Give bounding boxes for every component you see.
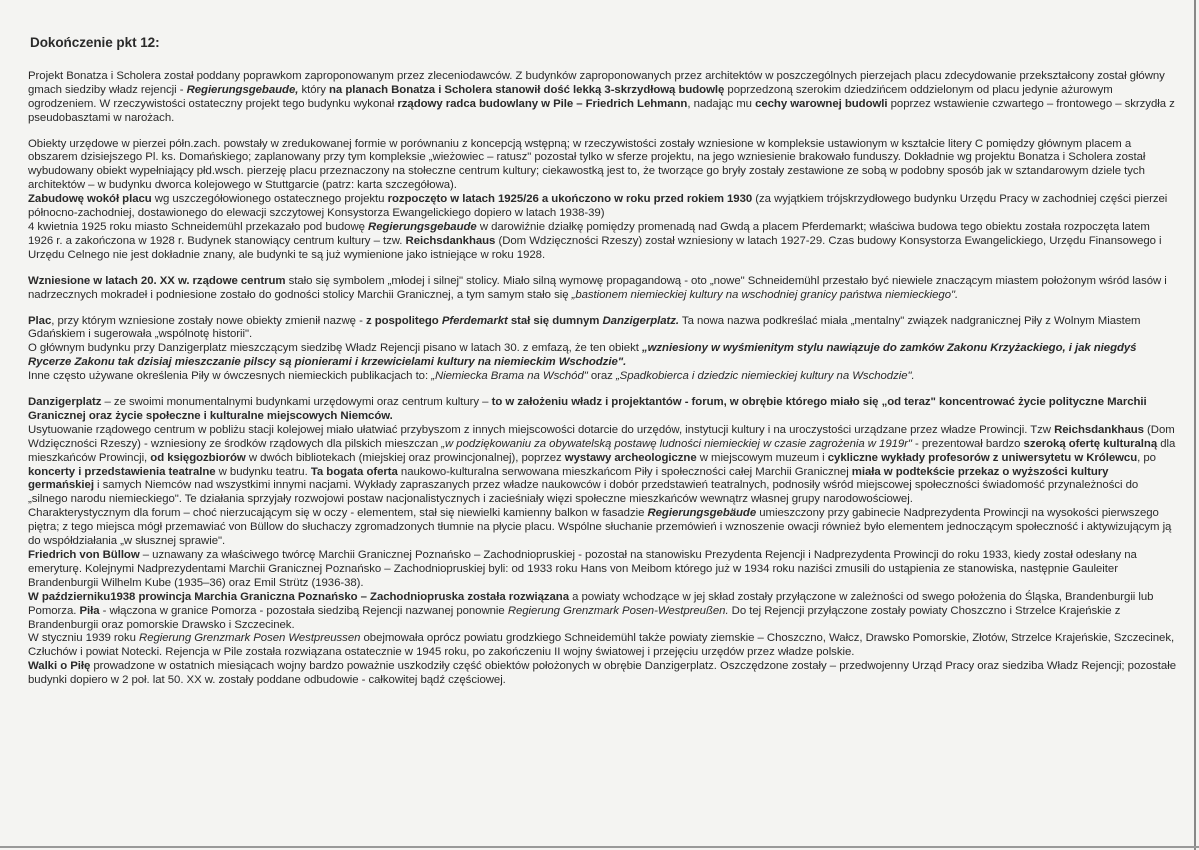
text-run: Regierungsgebaude,: [186, 83, 299, 96]
text-run: Zabudowę wokół placu: [28, 193, 152, 206]
text-run: Ta bogata oferta: [310, 465, 398, 478]
text-run: (Dom Wdzięczności Rzeszy) - wzniesiony ze środków rządowych dla pilskich mieszczan: [28, 423, 1175, 450]
text-run: a powiaty wchodzące w jej skład zostały przyłączone w zależności od swego położenia do Śląska, Brandenburgii lub Pomorza.: [28, 590, 1154, 617]
text-run: , nadając mu: [687, 97, 756, 110]
text-run: Friedrich von Büllow: [28, 549, 140, 561]
text-run: Pferdemarkt: [441, 314, 508, 327]
text-run: Regierungsgebaude: [368, 220, 477, 233]
paragraph-project: [28, 70, 1177, 126]
paragraph-office-buildings: [28, 138, 1177, 194]
text-run: – ze swoimi monumentalnymi budynkami urzędowymi oraz centrum kultury –: [101, 396, 492, 409]
text-run: - włączona w granice Pomorza - pozostała siedzibą Rejencji nazwanej ponownie: [99, 604, 508, 617]
text-run: z pospolitego: [365, 314, 442, 327]
text-run: – uznawany za właściwego twórcę Marchii Granicznej Poznańsko – Zachodniopruskiej - pozostał na stanowisku Prezydenta Rejencji i Nadprezydenta Prowincji do roku 1933, kiedy został odesłany na emeryturę. Kolejnymi Nadprezydentami Marchii Granicznej Poznańsko – Zachodniopruskiej byli: od 1933 roku Hans von Meibom którego już w 1934 roku naziści zmusili do ustąpienia ze stanowiska, następnie Gauleiter Brandenburgii Wilhelm Kube (1935–36) oraz Emil Strütz (1936-38).: [28, 549, 1137, 589]
text-run: na planach Bonatza i Scholera stanowił dość lekką 3-skrzydłową budowlę: [329, 83, 725, 96]
text-run: Plac: [28, 314, 52, 327]
text-run: poprzez wstawienie czwartego – frontowego – skrzydła z pseudobasztami w narożach.: [28, 97, 1175, 124]
text-run: „Spadkobierca i dziedzic niemieckiej kultury na Wschodzie".: [615, 370, 915, 383]
text-run: rządowy radca budowlany w Pile – Friedrich Lehmann: [397, 97, 688, 110]
text-run: Reichsdankhaus: [1054, 423, 1144, 436]
text-run: Danzigerplatz: [28, 396, 102, 409]
text-run: Obiekty urzędowe w pierzei półn.zach. powstały w zredukowanej formie w porównaniu z koncepcją wstępną; w rzeczywistości zostały wzniesione w kompleksie ustawionym w kształcie litery C pomiędzy głównym placem a obszarem dzisiejszego Pl. ks. Domańskiego; zaplanowany przy tym kompleksie „wieżowiec – ratusz" pozostał tylko w sferze projektu, na jego wzniesienie brakowało funduszy. Dokładnie wg projektu Bonatza i Scholera został wybudowany obiekt wypełniający płd.wsch. pierzeję placu przeznaczony na stołeczne centrum kultury; ciekawostką jest to, że tworzące go bryły zostały zestawione ze sobą w podobny sposób jak w sztandarowym dziele tych architektów – w budynku dworca kolejowego w Stuttgarcie (patrz: karta szczegółowa).: [28, 137, 1146, 192]
text-run: stał się dumnym: [507, 314, 603, 327]
text-run: (za wyjątkiem trójskrzydłowego budynku Urzędu Pracy w zachodniej części pierzei północno-zachodniej, dostawionego do elewacji szczytowej Konsystorza Ewangelickiego dopiero w latach 1938-39): [28, 193, 1168, 220]
text-run: poprzedzoną szerokim dziedzińcem oddzielonym od placu jedynie ażurowym ogrodzeniem. W rzeczywistości ostateczny projekt tego budynku wykonał: [28, 83, 1113, 110]
text-run: cykliczne wykłady profesorów z uniwersytetu w Królewcu: [827, 451, 1138, 464]
text-run: obejmowała oprócz powiatu grodzkiego Schneidemühl także powiaty ziemskie – Choszczno, Wałcz, Drawsko Pomorskie, Złotów, Strzelce Krajeńskie, Szczecinek, Człuchów i powiat Notecki. Rejencja w Pile została rozwiązana ostatecznie w 1945 roku, po zakończeniu II wojny światowej i przejęciu urzędów przez władze polskie.: [28, 632, 1175, 659]
text-run: Projekt Bonatza i Scholera został poddany poprawkom zaproponowanym przez zleceniodawców. Z budynków zaproponowanych przez architektów w poszczególnych pierzejach placu zdecydowanie przekształcony został główny gmach siedziby władz rejencji -: [28, 69, 1165, 96]
text-run: oraz: [587, 370, 616, 383]
text-run: (Dom Wdzięczności Rzeszy) został wzniesiony w latach 1927-29. Czas budowy Konsystorza Ewangelickiego, Urzędu Finansowego i Urzędu Celnego nie jest dokładnie znany, ale budynki te są już wymienione jako istniejące w roku 1928.: [28, 234, 1162, 261]
text-run: rozpoczęto w latach 1925/26 a ukończono w roku przed rokiem 1930: [387, 193, 753, 206]
text-run: Danzigerplatz.: [602, 314, 680, 327]
text-run: który: [298, 83, 330, 96]
text-run: „Niemiecka Brama na Wschód": [431, 370, 588, 383]
text-run: Usytuowanie rządowego centrum w pobliżu stacji kolejowej miało ułatwiać przybyszom z innych miejscowości dotarcie do urzędów, instytucji kultury i na uroczystości urządzane przez władze Prowincji. Tzw: [28, 423, 1055, 436]
paragraph-other-names: [28, 370, 1177, 384]
text-run: W styczniu 1939 roku: [28, 632, 140, 645]
document-title: Dokończenie pkt 12:: [30, 35, 160, 50]
text-run: wg uszczegółowionego ostatecznego projektu: [151, 193, 388, 206]
text-run: miała w podtekście przekaz o wyższości kultury germańskiej: [28, 465, 1109, 492]
text-run: dla mieszkańców Prowincji,: [28, 437, 1176, 464]
text-run: stało się symbolem „młodej i silnej" stolicy. Miało silną wymowę propagandową - oto „nowe" Schneidemühl przestało być niewiele znaczącym miastem położonym wśród lasów i nadrzecznych mokradeł i podniesione zostało do godności stolicy Marchii Granicznej, a tym samym stało się: [28, 274, 1167, 301]
text-run: Reichsdankhaus: [405, 234, 496, 247]
text-run: w budynku teatru.: [215, 465, 311, 478]
paragraph-balcony: [28, 507, 1177, 549]
text-run: prowadzone w ostatnich miesiącach wojny bardzo poważnie uszkodziły część obiektów położonych w obrębie Danzigerplatz. Oszczędzone zostały – przedwojenny Urząd Pracy oraz siedziba Władz Rejencji; pozostałe budynki dopiero w 2 poł. lat 50. XX w. zostały poddane odbudowie - całkowitej bądź częściowej.: [28, 660, 1176, 687]
text-run: wystawy archeologiczne: [564, 451, 697, 464]
text-run: cechy warownej budowli: [755, 97, 888, 110]
paragraph-main-building: [28, 342, 1177, 370]
text-run: Walki o Piłę: [28, 660, 91, 673]
paragraph-von-bullow: [28, 549, 1177, 591]
scan-edge-right: [1194, 0, 1196, 850]
text-run: Inne często używane określenia Piły w ówczesnych niemieckich publikacjach to:: [28, 370, 432, 383]
text-run: 4 kwietnia 1925 roku miasto Schneidemühl przekazało pod budowę: [28, 220, 369, 233]
text-run: - prezentował bardzo: [911, 437, 1024, 450]
paragraph-province-dissolved: [28, 591, 1177, 633]
text-run: „wzniesiony w wyśmienitym stylu nawiązuje do zamków Zakonu Krzyżackiego, i jak niegdyś Rycerze Zakonu tak dzisiaj mieszczanie pilscy są pionierami i krzewicielami kultury na niemieckim Wschodzie".: [28, 342, 1137, 369]
text-run: , przy którym wzniesione zostały nowe obiekty zmienił nazwę -: [51, 314, 366, 327]
text-run: Regierung Grenzmark Posen-Westpreußen.: [507, 604, 729, 617]
text-run: Piła: [79, 604, 100, 617]
paragraph-battle-for-pila: [28, 660, 1177, 688]
text-run: Ta nowa nazwa podkreślać miała „mentalny" związek nadgranicznej Piły z Wolnym Miastem Gdańskiem i sugerowała „wspólnotę historii".: [28, 314, 1141, 341]
text-run: umieszczony przy gabinecie Nadprezydenta Prowincji na wysokości pierwszego piętra; z tego miejsca mógł przemawiać von Büllow do słuchaczy zgromadzonych tłumnie na płycie placu. Wspólne słuchanie przemówień i wznoszenie owacji również było elementem jednoczącym społeczność i aktywizującym ją do współdziałania „w słusznej sprawie".: [28, 507, 1172, 548]
paragraph-square-name: [28, 315, 1177, 343]
paragraph-government-center: [28, 275, 1177, 303]
text-run: Do tej Rejencji przyłączone zostały powiaty Choszczno i Strzelce Krajeńskie z Brandenburgii oraz pomorskie Drawsko i Szczecinek.: [28, 604, 1121, 631]
text-run: O głównym budynku przy Danzigerplatz mieszczącym siedzibę Władz Rejencji pisano w latach 30. z emfazą, że ten obiekt: [28, 342, 642, 355]
text-run: Regierungsgebäude: [647, 507, 757, 520]
text-run: „bastionem niemieckiej kultury na wschodniej granicy państwa niemieckiego".: [571, 288, 959, 301]
text-run: naukowo-kulturalna serwowana mieszkańcom Piły i społeczności całej Marchii Granicznej: [397, 465, 852, 478]
text-run: W październiku1938 prowincja Marchia Graniczna Poznańsko – Zachodniopruska została rozwiązana: [28, 590, 569, 603]
paragraph-regierung-1939: [28, 632, 1177, 660]
text-run: od księgozbiorów: [150, 451, 246, 464]
text-run: koncerty i przedstawienia teatralne: [28, 465, 216, 478]
text-run: i samych Niemców nad wszystkimi innymi nacjami. Wykłady zapraszanych przez władze naukowców i dobór przedstawień teatralnych, podnosiły wśród miejscowej społeczności świadomość przynależności do „silnego narodu niemieckiego". Te działania sprzyjały rozwojowi postaw nacjonalistycznych i zacieśniały więzi społeczne mieszkańców wewnątrz własnej grupy narodowościowej.: [28, 479, 1139, 506]
paragraph-regierungsgebaude-construction: [28, 221, 1177, 263]
text-run: , po: [1137, 451, 1156, 464]
text-run: w miejscowym muzeum i: [696, 451, 828, 464]
text-run: Regierung Grenzmark Posen Westpreussen: [139, 632, 361, 645]
text-run: w darowiźnie działkę pomiędzy promenadą nad Gwdą a placem Pferdemarkt; właściwa budowa tego obiektu została rozpoczęta latem 1926 r. a zakończona w 1928 r. Budynek stanowiący centrum kultury – tzw.: [28, 220, 1150, 247]
paragraph-reichsdankhaus: [28, 424, 1177, 507]
text-run: „w podziękowaniu za obywatelską postawę ludności niemieckiej w czasie zagrożenia w 1919r": [441, 437, 912, 450]
text-run: to w założeniu władz i projektantów - forum, w obrębie którego miało się „od teraz" koncentrować życie polityczne Marchii Granicznej oraz życie społeczne i kulturalne miejscowych Niemców.: [28, 396, 1147, 422]
text-run: Charakterystycznym dla forum – choć nierzucającym się w oczy - elementem, stał się niewielki kamienny balkon w fasadzie: [28, 507, 648, 520]
text-run: Wzniesione w latach 20. XX w. rządowe centrum: [28, 274, 286, 287]
paragraph-danzigerplatz-forum: [28, 396, 1177, 424]
paragraph-construction-period: [28, 193, 1177, 221]
text-run: szeroką ofertę kulturalną: [1023, 437, 1158, 450]
text-run: w dwóch bibliotekach (miejskiej oraz prowincjonalnej), poprzez: [245, 451, 565, 464]
scan-edge-bottom: [0, 846, 1199, 848]
